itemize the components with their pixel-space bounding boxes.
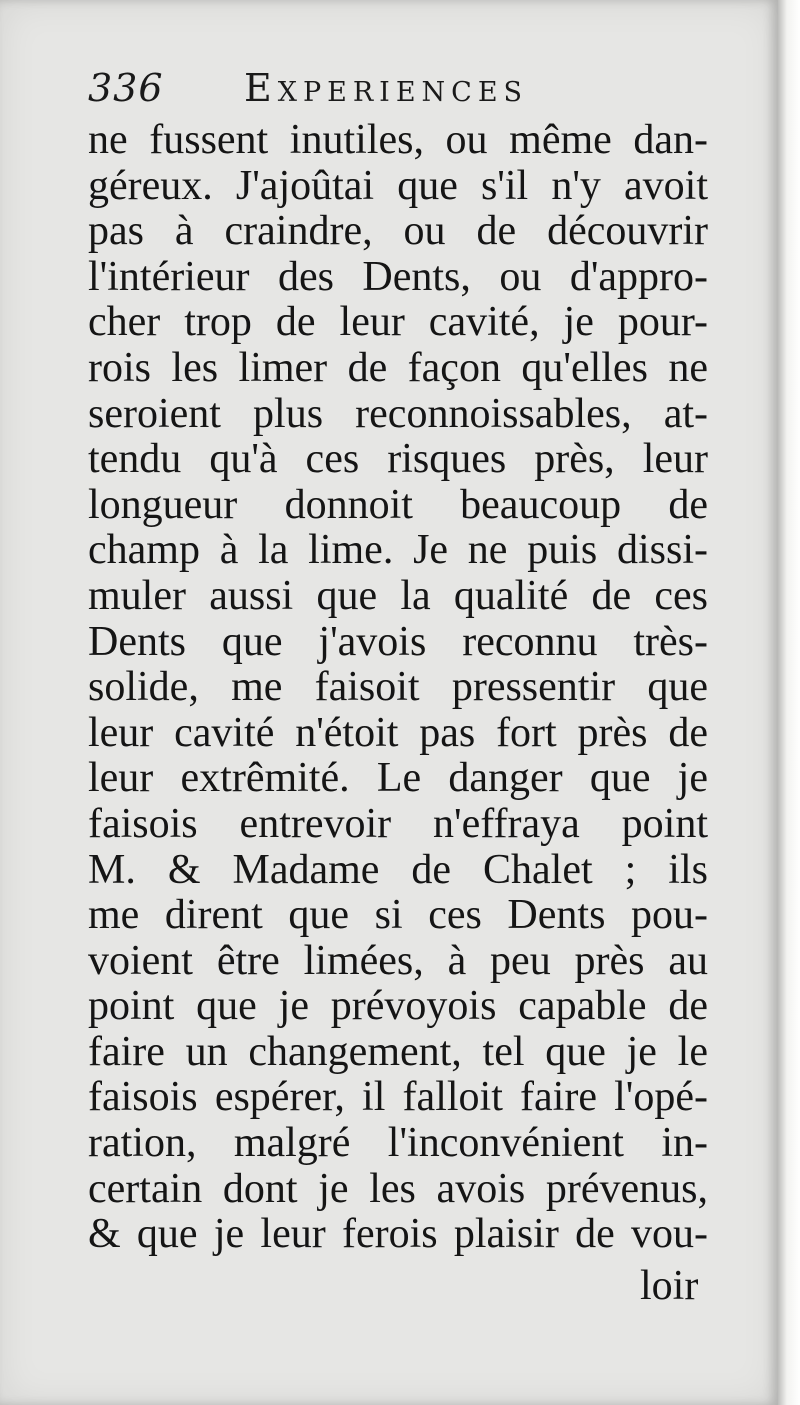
running-head: Experiences	[244, 66, 529, 110]
text-line: géreux. J'ajoûtai que s'il n'y avoit	[88, 162, 708, 209]
text-line: rois les limer de façon qu'elles ne	[88, 344, 708, 391]
text-line: seroient plus reconnoissables, at-	[88, 390, 708, 437]
text-line: solide, me faisoit pressentir que	[88, 664, 708, 711]
text-line: faire un changement, tel que je le	[88, 1028, 708, 1075]
text-line: certain dont je les avois prévenus,	[88, 1165, 708, 1212]
text-line: & que je leur ferois plaisir de vou-	[88, 1211, 708, 1258]
text-line: ration, malgré l'inconvénient in-	[88, 1120, 708, 1167]
page-header	[88, 62, 708, 122]
text-line: M. & Madame de Chalet ; ils	[88, 846, 708, 893]
text-line: muler aussi que la qualité de ces	[88, 572, 708, 619]
text-line: champ à la lime. Je ne puis dissi-	[88, 527, 708, 574]
text-line: Dents que j'avois reconnu très-	[88, 618, 708, 665]
text-line: leur extrêmité. Le danger que je	[88, 755, 708, 802]
text-line: pas à craindre, ou de découvrir	[88, 208, 708, 255]
text-line: l'intérieur des Dents, ou d'appro-	[88, 253, 708, 300]
text-line: longueur donnoit beaucoup de	[88, 481, 708, 528]
text-line: cher trop de leur cavité, je pour-	[88, 299, 708, 346]
text-line: point que je prévoyois capable de	[88, 983, 708, 1030]
catchword: loir	[640, 1263, 699, 1309]
text-line: faisois espérer, il falloit faire l'opé-	[88, 1074, 708, 1121]
text-line: tendu qu'à ces risques près, leur	[88, 436, 708, 483]
page-number: 336	[88, 66, 164, 110]
text-line: leur cavité n'étoit pas fort près de	[88, 709, 708, 756]
page-edge	[778, 0, 800, 1405]
text-line: voient être limées, à peu près au	[88, 937, 708, 984]
text-line: me dirent que si ces Dents pou-	[88, 892, 708, 939]
text-line: ne fussent inutiles, ou même dan-	[88, 117, 708, 163]
text-line: faisois entrevoir n'effraya point	[88, 800, 708, 847]
body-text	[88, 118, 708, 1258]
